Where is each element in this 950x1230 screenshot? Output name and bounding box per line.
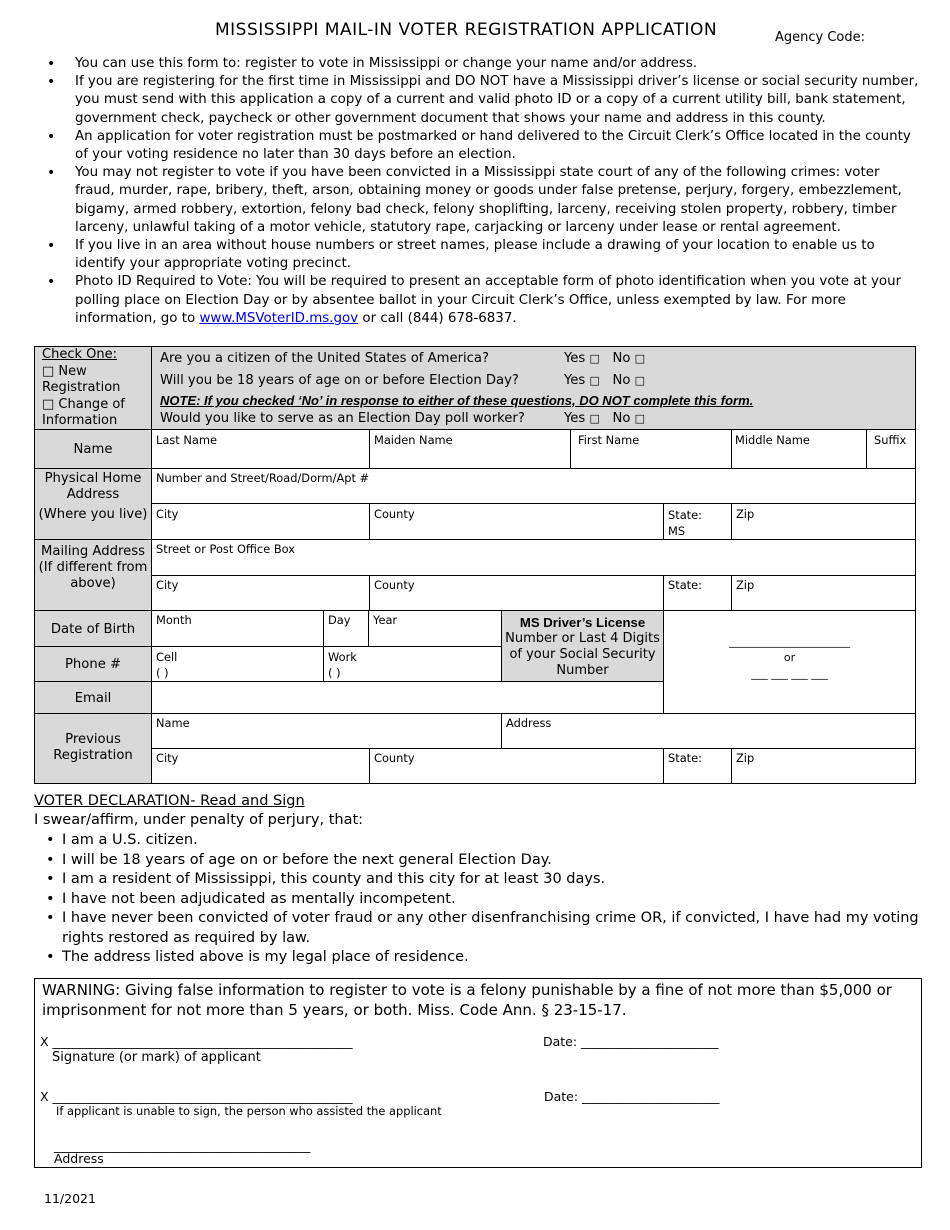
physical-address-label: Physical Home Address (Where you live): [38, 471, 148, 522]
dob-month-field[interactable]: Month: [156, 613, 192, 627]
instruction-item: • If you live in an area without house numbers or street names, please include a drawing of your location to enable us to identify your appropriate voting precinct.: [47, 237, 919, 273]
maiden-name-field[interactable]: Maiden Name: [374, 433, 453, 447]
street-address-field[interactable]: Number and Street/Road/Dorm/Apt #: [156, 471, 370, 485]
form-title: MISSISSIPPI MAIL-IN VOTER REGISTRATION APPLICATION: [215, 20, 718, 40]
email-field[interactable]: [152, 682, 662, 713]
check-one-title: Check One:: [42, 347, 117, 362]
checkbox-icon: □: [589, 412, 600, 425]
applicant-signature-line[interactable]: X ________________________________________________: [40, 1034, 353, 1049]
declaration-list: [44, 831, 924, 968]
eligibility-note: NOTE: If you checked ‘No’ in response to either of these questions, DO NOT complete this form.: [160, 393, 754, 408]
last-name-field[interactable]: Last Name: [156, 433, 217, 447]
previous-registration-label: Previous Registration: [53, 732, 133, 763]
declaration-title: VOTER DECLARATION- Read and Sign: [34, 793, 305, 809]
citizen-yes-no[interactable]: Yes □ No □: [564, 351, 646, 366]
declaration-item: • I have not been adjudicated as mentally incompetent.: [44, 890, 924, 910]
mailing-city-field[interactable]: City: [156, 578, 179, 592]
instruction-item: • You may not register to vote if you have been convicted in a Mississippi state court of any of the following crimes: voter fraud, murder, rape, bribery, theft, arson, obtaining money or goods under false pretense, perjury, forgery, embezzlement, bigamy, armed robbery, extortion, felony bad check, felony shoplifting, larceny, receiving stolen property, robbery, timber larceny, unlawful taking of a motor vehicle, statutory rape, carjacking or larceny under lease or rental agreement.: [47, 164, 919, 237]
declaration-item: • The address listed above is my legal place of residence.: [44, 948, 924, 968]
assistant-signature-line[interactable]: X ________________________________________________: [40, 1089, 353, 1104]
declaration-item: • I will be 18 years of age on or before the next general Election Day.: [44, 851, 924, 871]
ssn-last4-field: ___ ___ ___ ___: [751, 667, 828, 680]
applicant-signature-label: Signature (or mark) of applicant: [52, 1050, 261, 1065]
warning-text: WARNING: Giving false information to register to vote is a felony punishable by a fine of not more than $5,000 or imprisonment for not more than 5 years, or both. Miss. Code Ann. § 23-15-17.: [42, 981, 892, 1019]
poll-worker-question: Would you like to serve as an Election Day poll worker?: [160, 411, 525, 426]
cell-phone-field[interactable]: Cell ( ): [156, 650, 178, 680]
dob-day-field[interactable]: Day: [328, 613, 351, 627]
drivers-license-field[interactable]: ______________________ or ___ ___ ___ ___: [664, 634, 915, 682]
declaration-item: • I am a U.S. citizen.: [44, 831, 924, 851]
physical-county-field[interactable]: County: [374, 507, 415, 521]
agency-code-label: Agency Code:: [775, 30, 866, 45]
mailing-state-field[interactable]: State:: [668, 578, 702, 592]
physical-state-field[interactable]: State: MS: [668, 508, 702, 538]
photo-id-text: Photo ID Required to Vote: You will be required to present an acceptable form of photo identification when you vote at your polling place on Election Day or by absentee ballot in your Circuit Clerk’s Office, unless exempted by law. For more information, go to: [75, 274, 902, 326]
mailing-street-field[interactable]: Street or Post Office Box: [156, 542, 296, 556]
dob-label: Date of Birth: [50, 622, 136, 637]
age-yes-no[interactable]: Yes □ No □: [564, 373, 646, 388]
mailing-zip-field[interactable]: Zip: [736, 578, 755, 592]
previous-city-field[interactable]: City: [156, 751, 179, 765]
checkbox-icon: □: [589, 374, 600, 387]
instruction-item: • An application for voter registration must be postmarked or hand delivered to the Circuit Clerk’s Office located in the county of your voting residence no later than 30 days before an election.: [47, 128, 919, 164]
checkbox-icon: □: [589, 352, 600, 365]
physical-city-field[interactable]: City: [156, 507, 179, 521]
previous-state-field[interactable]: State:: [668, 751, 702, 765]
poll-worker-yes-no[interactable]: Yes □ No □: [564, 411, 646, 426]
msvoterid-link[interactable]: www.MSVoterID.ms.gov: [199, 310, 359, 326]
instruction-item: • You can use this form to: register to vote in Mississippi or change your name and/or address.: [47, 55, 919, 73]
previous-county-field[interactable]: County: [374, 751, 415, 765]
revision-date: 11/2021: [44, 1191, 96, 1206]
previous-address-field[interactable]: Address: [506, 716, 552, 730]
assistant-date-field[interactable]: Date: ______________________: [544, 1089, 720, 1104]
age-question: Will you be 18 years of age on or before Election Day?: [160, 373, 519, 388]
declaration-item: • I am a resident of Mississippi, this county and this city for at least 30 days.: [44, 870, 924, 890]
dob-year-field[interactable]: Year: [373, 613, 398, 627]
previous-name-field[interactable]: Name: [156, 716, 190, 730]
declaration-intro: I swear/affirm, under penalty of perjury, that:: [34, 812, 364, 828]
physical-zip-field[interactable]: Zip: [736, 507, 755, 521]
first-name-field[interactable]: First Name: [578, 433, 640, 447]
instruction-item-photo-id: [47, 273, 919, 328]
name-label: Name: [73, 442, 113, 457]
assistant-address-line[interactable]: _________________________________________: [54, 1138, 311, 1153]
citizen-question: Are you a citizen of the United States of America?: [160, 351, 490, 366]
instruction-item: • If you are registering for the first time in Mississippi and DO NOT have a Mississippi driver’s license or social security number, you must send with this application a copy of a current and valid photo ID or a copy of a current utility bill, bank statement, government check, paycheck or other government document that shows your name and address in this county.: [47, 73, 919, 128]
applicant-date-field[interactable]: Date: ______________________: [543, 1034, 719, 1049]
new-registration-checkbox[interactable]: □ New Registration: [42, 364, 121, 395]
drivers-license-label: MS Driver’s License Number or Last 4 Digits of your Social Security Number: [505, 615, 660, 678]
previous-zip-field[interactable]: Zip: [736, 751, 755, 765]
photo-id-tail: or call (844) 678-6837.: [362, 310, 517, 326]
mailing-county-field[interactable]: County: [374, 578, 415, 592]
email-label: Email: [74, 691, 112, 706]
phone-label: Phone #: [64, 657, 122, 672]
assistant-address-label: Address: [54, 1151, 104, 1166]
instructions-list: [47, 55, 919, 328]
middle-name-field[interactable]: Middle Name: [735, 433, 810, 447]
checkbox-icon: □: [634, 412, 646, 425]
checkbox-icon: □: [634, 374, 646, 387]
checkbox-icon: □: [634, 352, 646, 365]
work-phone-field[interactable]: Work ( ): [328, 650, 357, 680]
assistant-signature-label: If applicant is unable to sign, the person who assisted the applicant: [56, 1104, 442, 1118]
change-of-information-checkbox[interactable]: □ Change of Information: [42, 397, 125, 428]
mailing-address-label: Mailing Address (If different from above): [38, 544, 148, 591]
declaration-item: • I have never been convicted of voter fraud or any other disenfranchising crime OR, if convicted, I have had my voting rights restored as required by law.: [44, 909, 924, 948]
suffix-field[interactable]: Suffix: [874, 433, 907, 447]
